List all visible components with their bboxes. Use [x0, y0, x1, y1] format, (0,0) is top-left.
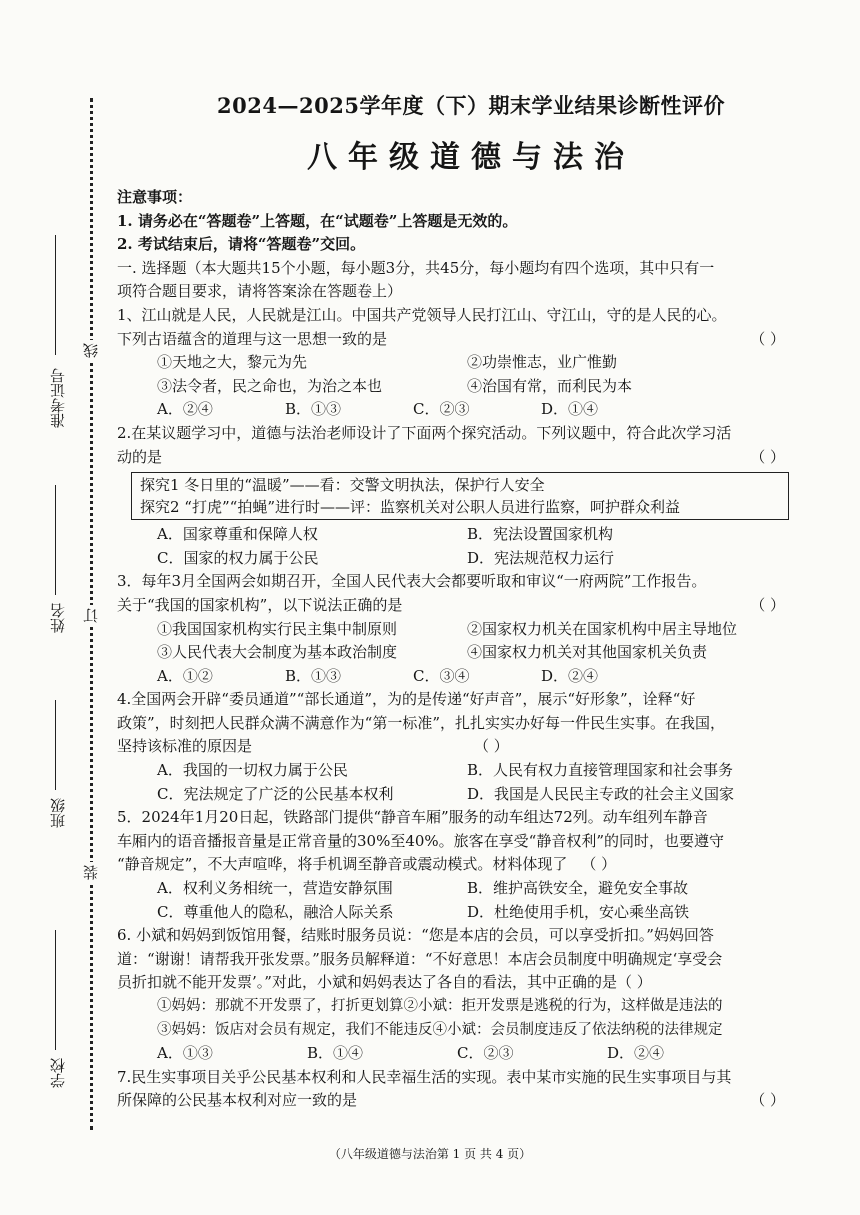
question-stem: 1、江山就是人民，人民就是江山。中国共产党领导人民打江山、守江山，守的是人民的心。: [117, 305, 727, 324]
option-a: A．我国的一切权力属于公民: [157, 761, 348, 780]
option-d: D．②④: [541, 666, 599, 685]
school-write-line: [55, 930, 56, 1050]
question-stem: 4.全国两会开辟“委员通道”“部长通道”，为的是传递“好声音”，展示“好形象”，诠释“好: [117, 690, 696, 709]
statement: ④国家权力机关对其他国家机关负责: [467, 643, 708, 662]
option-a: A．①③: [157, 1044, 213, 1063]
question-stem: 政策”，时刻把人民群众满不满意作为“第一标准”，扎扎实实办好每一件民生实事。在我国，: [117, 713, 726, 732]
option-d: D．②④: [607, 1044, 665, 1063]
notes-heading: 注意事项：: [117, 188, 193, 206]
question-stem: 7.民生实事项目关乎公民基本权利和人民幸福生活的实现。表中某市实施的民生实事项目与其: [117, 1067, 732, 1086]
class-label: 班级: [49, 798, 67, 828]
question-stem: 员折扣就不能开发票’。”对此，小斌和妈妈表达了各自的看法，其中正确的是: [117, 973, 617, 992]
option-c: C．③④: [413, 666, 470, 685]
question-stem: 道：“谢谢！请帮我开张发票。”服务员解释道：“不好意思！本店会员制度中明确规定‘享受会: [117, 949, 723, 968]
page-footer: （八年级道德与法治第 1 页 共 4 页）: [328, 1147, 532, 1161]
option-d: D．宪法规范权力运行: [467, 548, 615, 567]
question-7: [117, 1066, 825, 1113]
note-item: 2. 考试结束后，请将“答题卷”交回。: [117, 235, 366, 254]
id-label: 准考证号: [49, 368, 67, 428]
statement: ③妈妈：饭店对会员有规定，我们不能违反④小斌：会员制度违反了依法纳税的法律规定: [157, 1021, 723, 1038]
statement: ③法令者，民之命也，为治之本也: [157, 376, 383, 395]
option-a: A．权利义务相统一，营造安静氛围: [157, 879, 393, 898]
option-d: D．我国是人民民主专政的社会主义国家: [467, 784, 735, 803]
name-write-line: [55, 485, 56, 595]
question-stem: 5．2024年1月20日起，铁路部门提供“静音车厢”服务的动车组达72列。动车组列车静音: [117, 808, 708, 827]
question-1: [117, 304, 825, 422]
inquiry-2: 探究2 “打虎”“拍蝇”进行时——评：监察机关对公职人员进行监察，呵护群众利益: [140, 498, 680, 517]
statement: ②功崇惟志，业广惟勤: [467, 353, 618, 372]
question-stem: 关于“我国的国家机构”，以下说法正确的是: [117, 595, 403, 614]
answer-paren: （ ）: [750, 329, 785, 348]
statement: ④治国有常，而利民为本: [467, 376, 633, 395]
note-item: 1. 请务必在“答题卷”上答题，在“试题卷”上答题是无效的。: [117, 211, 518, 230]
option-c: C．尊重他人的隐私，融洽人际关系: [157, 902, 394, 921]
statement: ③人民代表大会制度为基本政治制度: [157, 643, 398, 662]
option-b: B．①③: [285, 666, 342, 685]
subject-title: 八年级道德与法治: [307, 140, 635, 175]
statement: ②国家权力机关在国家机构中居主导地位: [467, 619, 738, 638]
inquiry-1: 探究1 冬日里的“温暖”——看：交警文明执法，保护行人安全: [140, 476, 545, 495]
answer-paren: （ ）: [581, 855, 617, 874]
answer-paren: （ ）: [750, 447, 785, 466]
question-2: [117, 422, 825, 570]
statement: ①我国国家机构实行民主集中制原则: [157, 619, 398, 638]
question-stem: 2.在某议题学习中，道德与法治老师设计了下面两个探究活动。下列议题中，符合此次学习活: [117, 423, 732, 442]
answer-paren: （ ）: [616, 973, 652, 992]
option-c: C．②③: [413, 400, 470, 419]
option-c: C．国家的权力属于公民: [157, 548, 319, 567]
option-c: C．②③: [457, 1044, 514, 1063]
section-instructions: 一. 选择题（本大题共15个小题，每小题3分，共45分，每小题均有四个选项，其中只有一: [117, 258, 715, 277]
question-stem: “静音规定”，不大声喧哗，将手机调至静音或震动模式。材料体现了: [117, 855, 568, 874]
option-a: A．①②: [157, 666, 213, 685]
question-5: [117, 806, 825, 924]
option-b: B．宪法设置国家机构: [467, 525, 614, 544]
question-stem: 3．每年3月全国两会如期召开，全国人民代表大会都要听取和审议“一府两院”工作报告。: [117, 572, 707, 591]
pack-mark: 装: [80, 862, 101, 883]
id-write-line: [55, 235, 56, 355]
option-b: B．①④: [307, 1044, 364, 1063]
question-stem: 下列古语蕴含的道理与这一思想一致的是: [117, 329, 388, 348]
option-a: A．国家尊重和保障人权: [157, 525, 318, 544]
section-instructions: 项符合题目要求，请将答案涂在答题卷上）: [117, 282, 403, 301]
question-stem: 车厢内的语音播报音量是正常音量的30%至40%。旅客在享受“静音权利”的同时，也要遵守: [117, 831, 725, 850]
exam-content: [117, 90, 825, 1113]
option-b: B．人民有权力直接管理国家和社会事务: [467, 761, 734, 780]
school-label: 学校: [49, 1058, 67, 1088]
question-6: [117, 924, 825, 1066]
option-b: B．①③: [285, 400, 342, 419]
name-label: 姓名: [49, 603, 67, 633]
binding-margin: [0, 0, 110, 1215]
question-stem: 坚持该标准的原因是: [117, 737, 253, 756]
bind-mark: 订: [80, 605, 101, 626]
option-d: D．①④: [541, 400, 599, 419]
statement: ①天地之大，黎元为先: [157, 353, 308, 372]
class-write-line: [55, 700, 56, 790]
option-a: A．②④: [157, 400, 213, 419]
answer-paren: （ ）: [750, 1091, 785, 1110]
exam-title: 2024—2025学年度（下）期末学业结果诊断性评价: [217, 93, 725, 118]
question-stem: 所保障的公民基本权利对应一致的是: [117, 1091, 358, 1110]
option-c: C．宪法规定了广泛的公民基本权利: [157, 784, 394, 803]
question-stem: 6. 小斌和妈妈到饭馆用餐，结账时服务员说：“您是本店的会员，可以享受折扣。”妈妈回答: [117, 926, 714, 945]
answer-paren: （ ）: [750, 595, 785, 614]
option-d: D．杜绝使用手机，安心乘坐高铁: [467, 902, 690, 921]
line-mark: 线: [80, 340, 101, 361]
question-stem: 动的是: [117, 447, 163, 466]
statement: ①妈妈：那就不开发票了，打折更划算②小斌：拒开发票是逃税的行为，这样做是违法的: [157, 998, 723, 1014]
option-b: B．维护高铁安全，避免安全事故: [467, 879, 689, 898]
question-4: [117, 688, 825, 806]
question-3: [117, 570, 825, 688]
answer-paren: （ ）: [474, 737, 509, 756]
inquiry-box: [131, 472, 789, 520]
